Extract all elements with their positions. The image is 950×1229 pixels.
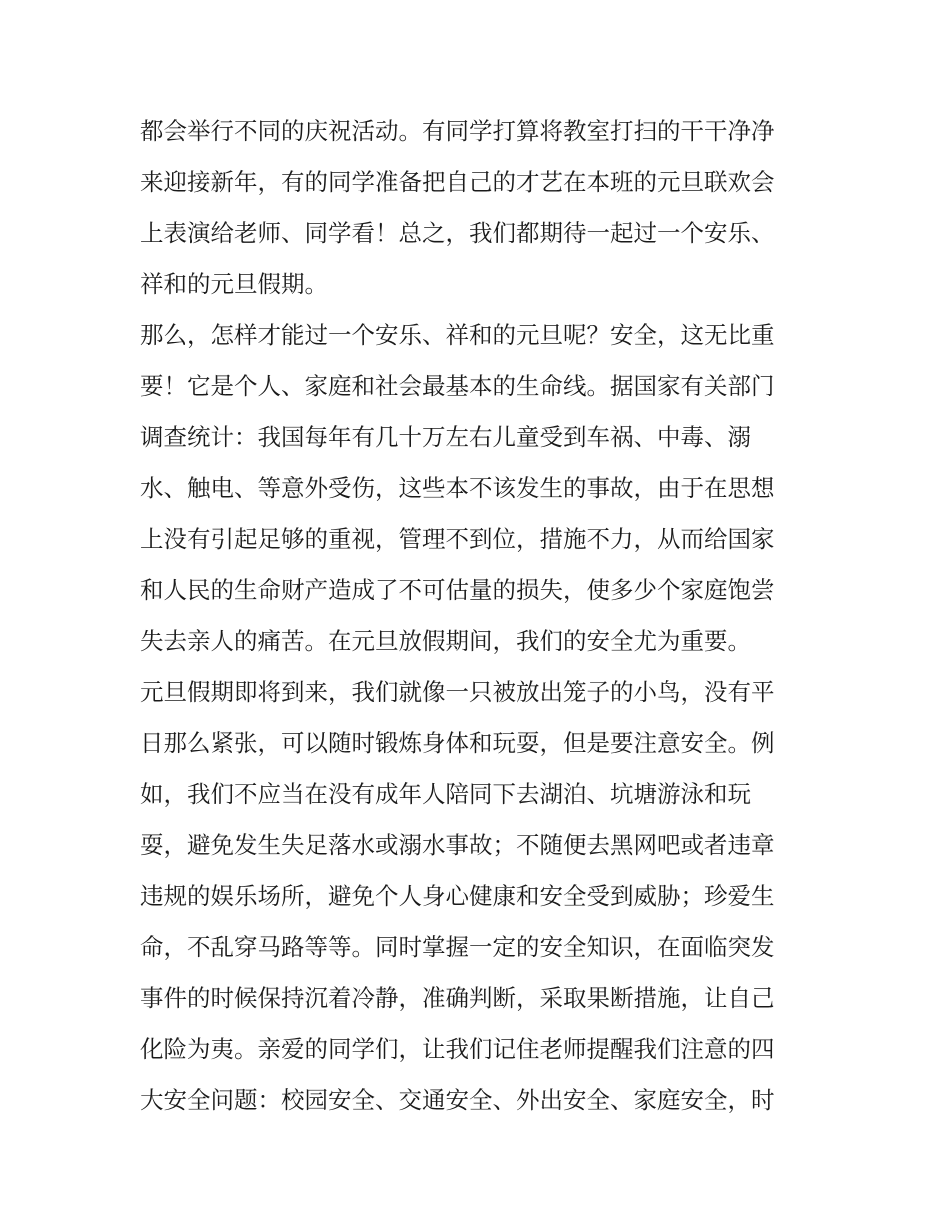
text-line: 元旦假期即将到来，我们就像一只被放出笼子的小鸟，没有平 [140, 678, 775, 706]
text-line: 上表演给老师、同学看！总之，我们都期待一起过一个安乐、 [140, 219, 775, 247]
text-line: 来迎接新年，有的同学准备把自己的才艺在本班的元旦联欢会 [140, 168, 775, 196]
text-line: 要！它是个人、家庭和社会最基本的生命线。据国家有关部门 [140, 372, 775, 400]
text-line: 水、触电、等意外受伤，这些本不该发生的事故，由于在思想 [140, 474, 775, 502]
text-line: 日那么紧张，可以随时锻炼身体和玩耍，但是要注意安全。例 [140, 729, 775, 757]
text-line: 如，我们不应当在没有成年人陪同下去湖泊、坑塘游泳和玩 [140, 780, 751, 808]
text-line: 违规的娱乐场所，避免个人身心健康和安全受到威胁；珍爱生 [140, 882, 775, 910]
body-text [140, 106, 820, 1126]
text-line: 那么，怎样才能过一个安乐、祥和的元旦呢？安全，这无比重 [140, 321, 775, 349]
text-line: 和人民的生命财产造成了不可估量的损失，使多少个家庭饱尝 [140, 576, 775, 604]
text-line: 失去亲人的痛苦。在元旦放假期间，我们的安全尤为重要。 [140, 627, 751, 655]
text-line: 都会举行不同的庆祝活动。有同学打算将教室打扫的干干净净 [140, 117, 775, 145]
text-line: 调查统计：我国每年有几十万左右儿童受到车祸、中毒、溺 [140, 423, 751, 451]
text-line: 祥和的元旦假期。 [140, 270, 328, 298]
text-line: 上没有引起足够的重视，管理不到位，措施不力，从而给国家 [140, 525, 775, 553]
text-line: 耍，避免发生失足落水或溺水事故；不随便去黑网吧或者违章 [140, 831, 775, 859]
text-line: 命，不乱穿马路等等。同时掌握一定的安全知识，在面临突发 [140, 933, 775, 961]
text-line: 事件的时候保持沉着冷静，准确判断，采取果断措施，让自己 [140, 984, 775, 1012]
text-line: 大安全问题：校园安全、交通安全、外出安全、家庭安全，时 [140, 1086, 775, 1114]
text-line: 化险为夷。亲爱的同学们，让我们记住老师提醒我们注意的四 [140, 1035, 775, 1063]
